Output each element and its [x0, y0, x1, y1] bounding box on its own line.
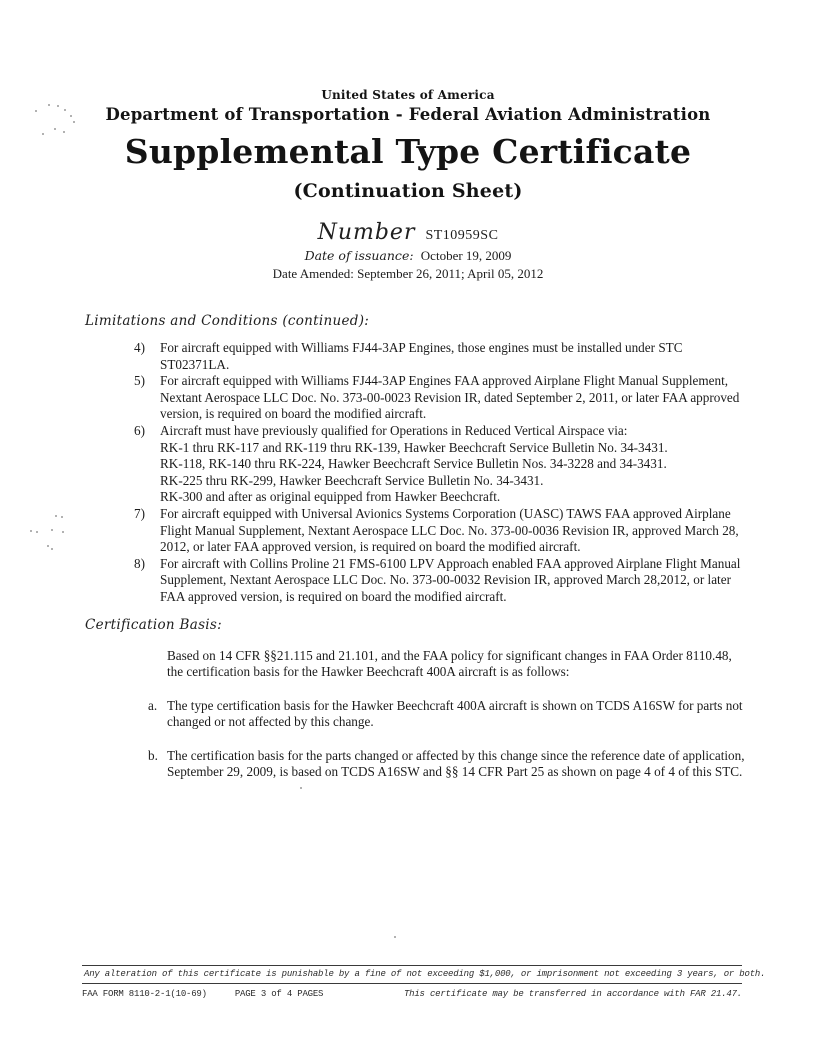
limitation-item-5 [134, 373, 816, 423]
certificate-number: ST10959SC [425, 228, 499, 243]
item-number: 7) [134, 505, 145, 521]
limitation-item-6 [134, 423, 816, 506]
issuance-date: October 19, 2009 [420, 248, 512, 263]
limitation-item-7 [134, 506, 816, 556]
certification-basis-heading: Certification Basis: [85, 616, 222, 633]
limitation-item-8 [134, 556, 816, 606]
document-header [0, 0, 816, 203]
limitations-list [134, 340, 816, 606]
item-text: For aircraft equipped with Williams FJ44-3AP Engines FAA approved Airplane Flight Manual Supplement, Nextant Aerospace LLC Doc. No. 373-00-0023 Revision IR, dated September 2, 2011, or later FAA approved version, is required on board the modified aircraft. [160, 373, 740, 422]
item-text: The certification basis for the parts changed or affected by this change since the reference date of application, September 29, 2009, is based on TCDS A16SW and §§ 14 CFR Part 25 as shown on page 4 of 4 of this STC. [167, 747, 745, 780]
certification-basis-list [148, 698, 816, 781]
limitation-item-4 [134, 340, 816, 373]
form-footer [82, 965, 766, 1000]
item-line: Aircraft must have previously qualified for Operations in Reduced Vertical Airspace via: [160, 422, 628, 438]
page-indicator: PAGE 3 of 4 PAGES [234, 989, 324, 999]
amended-date-row: Date Amended: September 26, 2011; April 05, 2012 [272, 266, 544, 281]
item-number: 6) [134, 422, 145, 438]
item-text: For aircraft equipped with Universal Avionics Systems Corporation (UASC) TAWS FAA approved Airplane Flight Manual Supplement, Nextant Aerospace LLC Doc. No. 373-00-0036 Revision IR, approved March 28, 2012, or later FAA approved version, is required on board the modified aircraft. [160, 505, 739, 555]
basis-item-b [148, 748, 816, 781]
issuance-label: Date of issuance: [304, 248, 414, 263]
scan-artifact-dot [300, 787, 302, 789]
item-line: RK-1 thru RK-117 and RK-119 thru RK-139, Hawker Beechcraft Service Bulletin No. 34-3431. [160, 439, 668, 455]
document-subtitle: (Continuation Sheet) [293, 180, 523, 202]
certificate-number-row [0, 220, 816, 245]
item-letter: a. [148, 697, 158, 713]
item-line: RK-118, RK-140 thru RK-224, Hawker Beechcraft Service Bulletin Nos. 34-3228 and 34-3431. [160, 456, 667, 472]
certification-basis-intro: Based on 14 CFR §§21.115 and 21.101, and the FAA policy for significant changes in FAA Order 8110.48, the certification basis for the Hawker Beechcraft 400A aircraft is as follows: [167, 647, 732, 680]
document-title: Supplemental Type Certificate [124, 132, 692, 171]
alteration-notice: Any alteration of this certificate is punishable by a fine of not exceeding $1,000, or imprisonment not exceeding 3 years, or both. [84, 969, 766, 979]
item-text [160, 423, 745, 506]
scan-artifact-middle [25, 510, 80, 555]
item-line: RK-300 and after as original equipped from Hawker Beechcraft. [160, 489, 501, 505]
number-label: Number [317, 220, 416, 245]
item-number: 8) [134, 555, 145, 571]
item-line: RK-225 thru RK-299, Hawker Beechcraft Service Bulletin No. 34-3431. [160, 472, 544, 488]
item-text: The type certification basis for the Hawker Beechcraft 400A aircraft is shown on TCDS A16SW for parts not changed or not affected by this change. [167, 697, 743, 730]
transfer-note: This certificate may be transferred in accordance with FAR 21.47. [403, 989, 742, 999]
form-id: FAA FORM 8110-2-1(10-69) [82, 989, 207, 999]
header-department: Department of Transportation - Federal Aviation Administration [105, 105, 711, 124]
item-text: For aircraft equipped with Williams FJ44-3AP Engines, those engines must be installed under STC ST02371LA. [160, 340, 683, 372]
limitations-heading: Limitations and Conditions (continued): [85, 313, 370, 329]
basis-item-a [148, 698, 816, 731]
item-number: 4) [134, 340, 145, 355]
item-letter: b. [148, 747, 158, 763]
header-country: United States of America [321, 88, 495, 102]
footer-bottom-row [82, 984, 742, 1000]
scan-artifact-dot [394, 936, 396, 938]
item-number: 5) [134, 373, 145, 389]
issuance-date-row [0, 248, 816, 264]
item-text: For aircraft with Collins Proline 21 FMS-6100 LPV Approach enabled FAA approved Airplane Flight Manual Supplement, Nextant Aerospace LLC Doc. No. 373-00-0032 Revision IR, approved March 28,2012, or later FAA approved version, is required on board the modified aircraft. [160, 555, 741, 604]
